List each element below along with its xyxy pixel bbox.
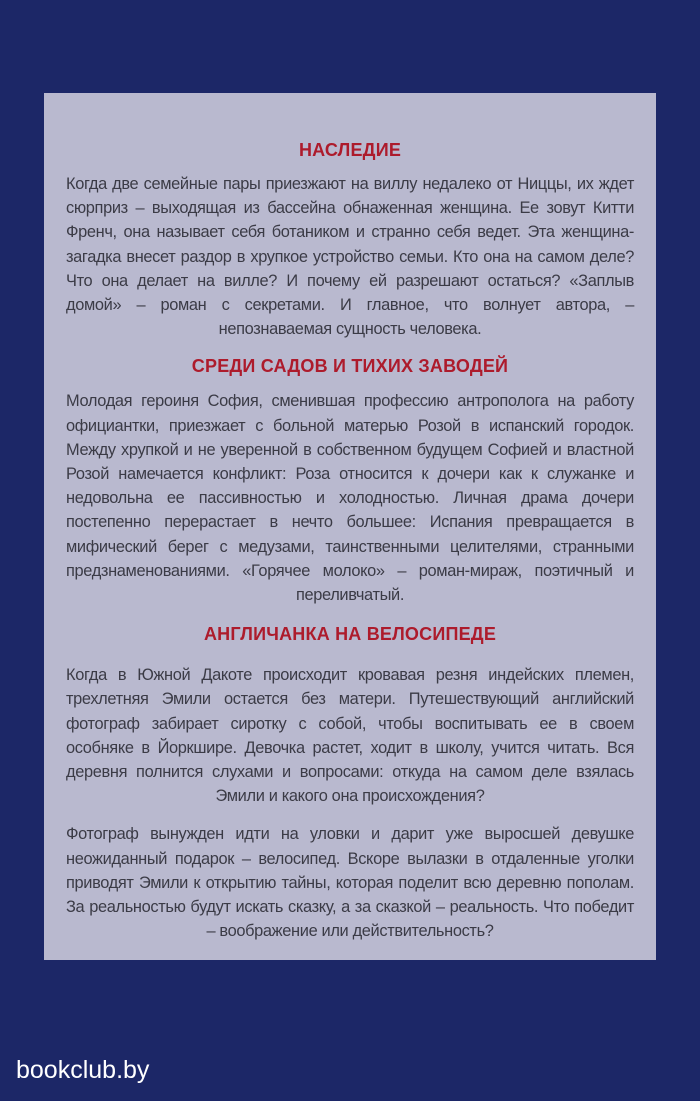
section-nasledie — [66, 139, 634, 341]
section-sredi-sadov — [66, 355, 634, 607]
watermark-text: bookclub.by — [16, 1056, 150, 1084]
section-title: СРЕДИ САДОВ И ТИХИХ ЗАВОДЕЙ — [191, 356, 509, 377]
section-paragraph: Когда две семейные пары приезжают на виллу недалеко от Ниццы, их ждет сюрприз – выходящая из бассейна обнаженная женщина. Ее зовут Китти Френч, она называет себя ботаником и странно себя ведет. Эта женщина-загадка внесет раздор в хрупкое устройство семьи. Кто она на самом деле? Что она делает на вилле? И почему ей разрешают остаться? «Заплыв домой» – роман с секретами. И главное, что волнует автора, – непознаваемая сущность человека. — [66, 175, 634, 339]
section-paragraph: Когда в Южной Дакоте происходит кровавая резня индейских племен, трехлетняя Эмили остается без матери. Путешествующий английский фотограф забирает сиротку с собой, чтобы воспитывать ее в своем особняке в Йоркшире. Девочка растет, ходит в школу, учится читать. Вся деревня полнится слухами и вопросами: откуда на самом деле взялась Эмили и какого она происхождения? — [66, 666, 634, 806]
section-title: АНГЛИЧАНКА НА ВЕЛОСИПЕДЕ — [203, 624, 497, 645]
section-paragraph: Молодая героиня София, сменившая профессию антрополога на работу официантки, приезжает с больной матерью Розой в испанский городок. Между хрупкой и не уверенной в собственном будущем Софией и властной Розой намечается конфликт: Роза относится к дочери как к служанке и недовольна ее пассивностью и холодностью. Личная драма дочери постепенно перерастает в нечто большее: Испания превращается в мифический берег с медузами, таинственными целителями, странными предзнаменованиями. «Горячее молоко» – роман-мираж, поэтичный и переливчатый. — [66, 392, 634, 605]
section-paragraph: Фотограф вынужден идти на уловки и дарит уже выросшей девушке неожиданный подарок – велосипед. Вскоре вылазки в отдаленные уголки приводят Эмили к открытию тайны, которая поделит всю деревню пополам. За реальностью будут искать сказку, а за сказкой – реальность. Что победит – воображение или действительность? — [66, 825, 634, 941]
section-title: НАСЛЕДИЕ — [298, 140, 402, 160]
section-anglichanka — [66, 623, 634, 943]
back-cover-panel — [44, 93, 656, 960]
